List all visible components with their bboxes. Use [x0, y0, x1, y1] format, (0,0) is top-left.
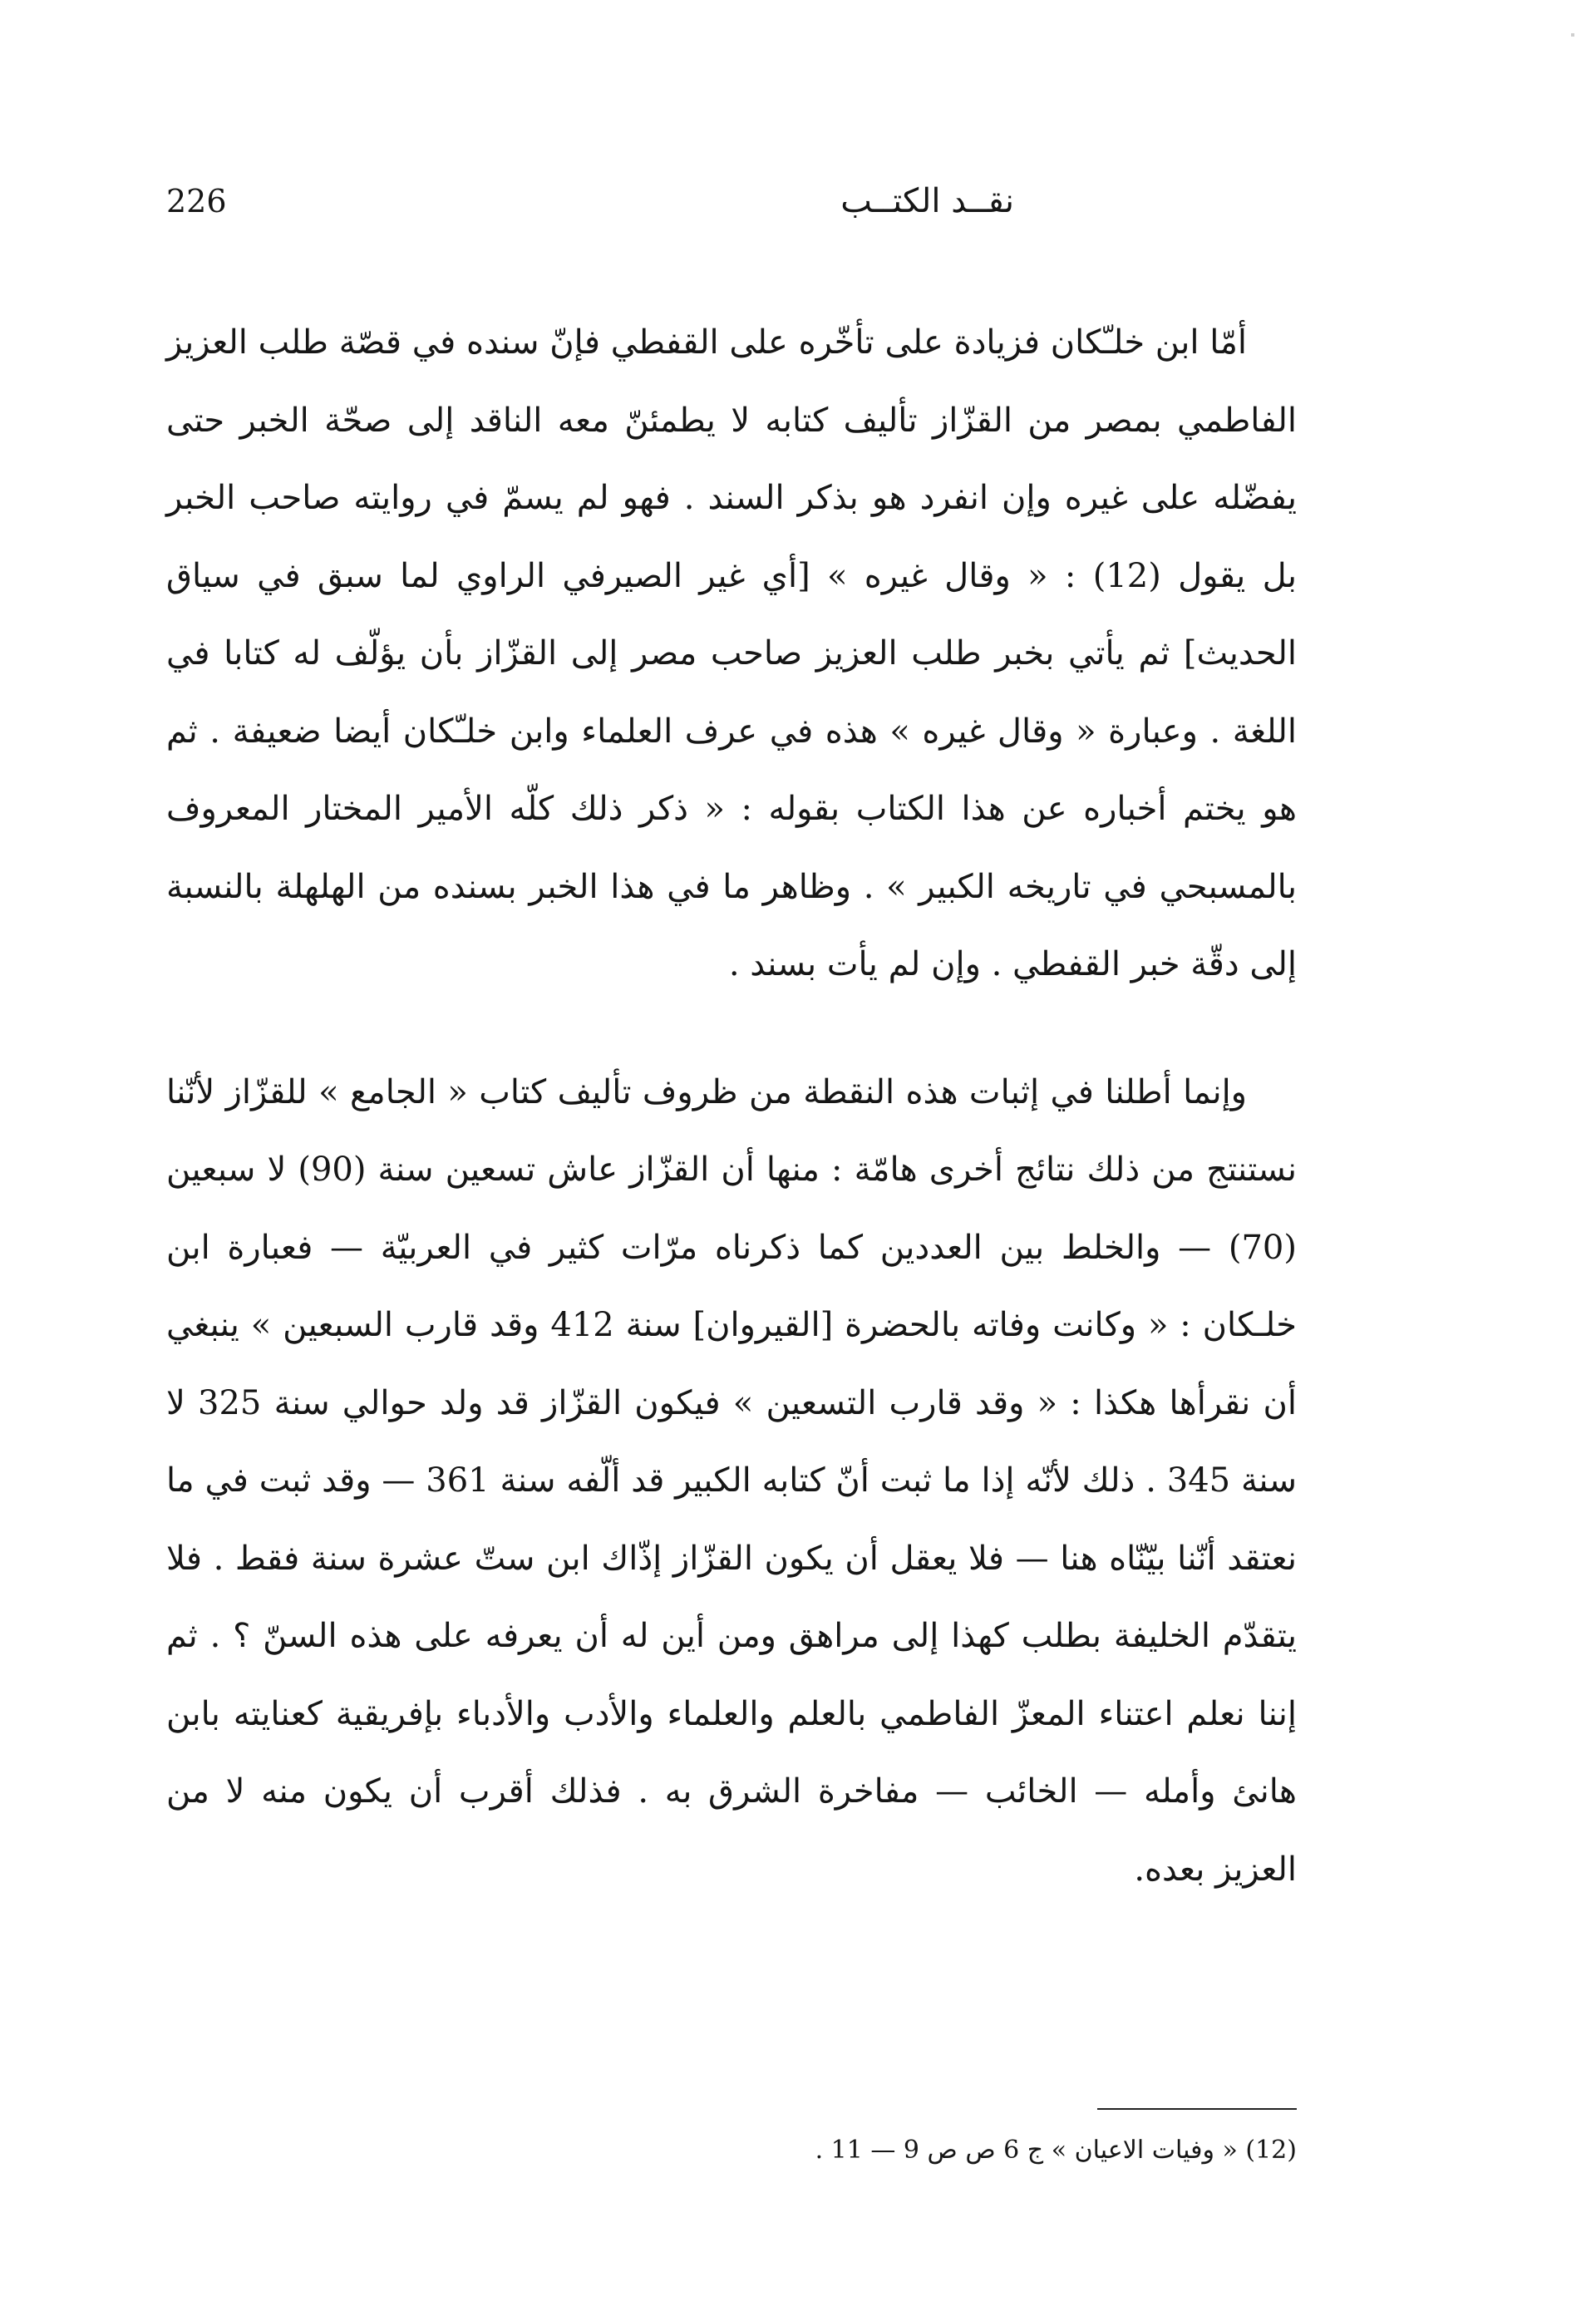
- scan-speck: [1571, 33, 1574, 37]
- running-title: نقــد الكتــب: [840, 182, 1014, 220]
- footnote-divider: [1097, 2108, 1297, 2110]
- body-text: [166, 304, 1297, 1909]
- paragraph-2: وإنما أطلنا في إثبات هذه النقطة من ظروف تأليف كتاب « الجامع » للقزّاز لأنّنا نستنتج من ذلك نتائج أخرى هامّة : منها أن القزّاز عاش تسعين سنة (90) لا سبعين (70) — والخلط بين العددين كما ذكرناه مرّات كثير في العربيّة — فعبارة ابن خلـكان : « وكانت وفاته بالحضرة [القيروان] سنة 412 وقد قارب السبعين » ينبغي أن نقرأها هكذا : « وقد قارب التسعين » فيكون القزّاز قد ولد حوالي سنة 325 لا سنة 345 . ذلك لأنّه إذا ما ثبت أنّ كتابه الكبير قد ألّفه سنة 361 — وقد ثبت في ما نعتقد أنّنا بيّنّاه هنا — فلا يعقل أن يكون القزّاز إذّاك ابن ستّ عشرة سنة فقط . فلا يتقدّم الخليفة بطلب كهذا إلى مراهق ومن أين له أن يعرفه على هذه السنّ ؟ . ثم إننا نعلم اعتناء المعزّ الفاطمي بالعلم والعلماء والأدب والأدباء بإفريقية كعنايته بابن هانئ وأمله — الخائب — مفاخرة الشرق به . فذلك أقرب أن يكون منه لا من العزيز بعده.: [166, 1072, 1298, 1889]
- footnote: (12) « وفيات الاعيان » ج 6 ص ص 9 — 11 .: [815, 2136, 1297, 2165]
- page-number: 226: [166, 183, 227, 219]
- page-header: [166, 176, 1297, 226]
- paragraph-1: أمّا ابن خلـّكان فزيادة على تأخّره على القفطي فإنّ سنده في قصّة طلب العزيز الفاطمي بمصر من القزّاز تأليف كتابه لا يطمئنّ معه الناقد إلى صحّة الخبر حتى يفضّله على غيره وإن انفرد هو بذكر السند . فهو لم يسمّ في روايته صاحب الخبر بل يقول (12) : « وقال غيره » [أي غير الصيرفي الراوي لما سبق في سياق الحديث] ثم يأتي بخبر طلب العزيز صاحب مصر إلى القزّاز بأن يؤلّف له كتابا في اللغة . وعبارة « وقال غيره » هذه في عرف العلماء وابن خلـّكان أيضا ضعيفة . ثم هو يختم أخباره عن هذا الكتاب بقوله : « ذكر ذلك كلّه الأمير المختار المعروف بالمسبحي في تاريخه الكبير » . وظاهر ما في هذا الخبر بسنده من الهلهلة بالنسبة إلى دقّة خبر القفطي . وإن لم يأت بسند .: [166, 323, 1297, 983]
